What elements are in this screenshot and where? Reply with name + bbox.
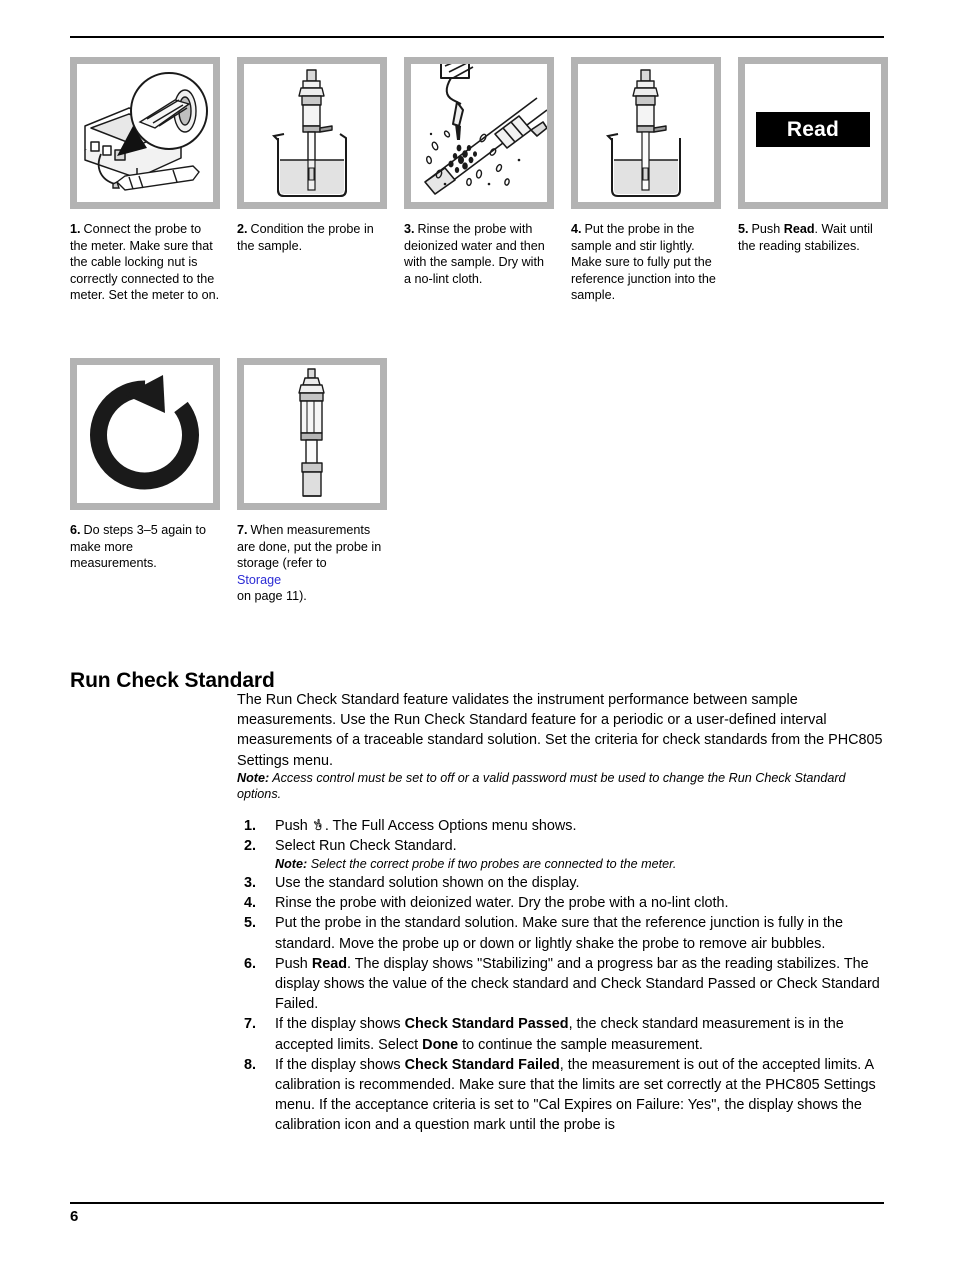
caption-6-text: Do steps 3–5 again to make more measurements. [70, 523, 207, 570]
caption-2-number: 2. [237, 222, 248, 236]
storage-link[interactable]: Storage [237, 572, 282, 587]
procedure-item-7 [237, 358, 404, 605]
caption-7-text-after-link: on page 11). [237, 589, 307, 603]
section-intro-block [237, 690, 885, 771]
step-1-text-b: . The Full Access Options menu shows. [324, 818, 577, 834]
step-7-text-b: , the check standard measurement is in the accepted limits. Select [275, 1016, 844, 1053]
section-intro-paragraph: The Run Check Standard feature validates the instrument performance between sample measurements. Use the Run Check Standard feature for a periodic or a user-defined interval measurements of a traceable standard solution. Set the criteria for check standards from the PHC805 Settings menu. [237, 692, 883, 769]
step-5-number: 5. [244, 915, 257, 932]
step-2-note-label: Note: [275, 857, 308, 872]
step-7-text-c: to continue the sample measurement. [458, 1036, 703, 1053]
step-item-1 [237, 816, 885, 836]
caption-5-text-part-1: Push [751, 222, 784, 236]
procedure-item-5 [738, 57, 905, 304]
step-2-note-text: Select the correct probe if two probes are connected to the meter. [310, 857, 677, 872]
illustration-probe-storage-cap [237, 358, 387, 510]
caption-7-number: 7. [237, 523, 248, 537]
step-7-number: 7. [244, 1016, 257, 1033]
caption-4-number: 4. [571, 222, 582, 236]
procedure-item-2 [237, 57, 404, 304]
step-2-note [275, 856, 885, 873]
caption-6 [70, 522, 220, 572]
step-6-text-b: . The display shows "Stabilizing" and a progress bar as the reading stabilizes. The display shows the value of the check standard and Check Standard Passed or Check Standard Failed. [275, 955, 880, 1013]
step-6-text-a: Push [275, 955, 312, 972]
procedure-item-3 [404, 57, 571, 304]
check-standard-steps [237, 816, 885, 1136]
caption-7 [237, 522, 387, 605]
step-7-done-label: Done [422, 1036, 459, 1053]
caption-7-text-before-link: When measurements are done, put the probe in storage (refer to [237, 523, 382, 570]
step-1-text-a: Push [275, 818, 312, 834]
illustration-read-button [738, 57, 888, 209]
step-2-text: Select Run Check Standard. [275, 838, 457, 855]
step-item-8 [237, 1055, 885, 1136]
caption-2-text: Condition the probe in the sample. [237, 222, 374, 253]
caption-5-number: 5. [738, 222, 749, 236]
caption-4-text: Put the probe in the sample and stir lightly. Make sure to fully put the reference junction into the sample. [571, 222, 716, 302]
step-5-text: Put the probe in the standard solution. Make sure that the reference junction is fully in the standard. Move the probe up or down or lightly shake the probe to remove air bubbles. [275, 915, 843, 952]
step-8-number: 8. [244, 1056, 257, 1073]
caption-3-number: 3. [404, 222, 415, 236]
step-item-6 [237, 954, 885, 1015]
illustration-row-2 [70, 358, 404, 605]
step-item-3 [237, 873, 885, 893]
step-6-read-label: Read [311, 955, 348, 972]
step-1-number: 1. [244, 818, 257, 834]
section-note-block [237, 770, 885, 803]
step-item-2 [237, 836, 885, 873]
illustration-meter-connector-callout [70, 57, 220, 209]
step-item-5 [237, 913, 885, 953]
hand-push-icon [312, 818, 325, 832]
caption-5 [738, 221, 888, 254]
illustration-probe-in-beaker-stir [571, 57, 721, 209]
step-2-number: 2. [244, 838, 257, 855]
footer-rule [70, 1202, 884, 1204]
step-3-number: 3. [244, 875, 257, 891]
illustration-probe-in-beaker [237, 57, 387, 209]
caption-4 [571, 221, 721, 304]
section-note [237, 770, 885, 803]
caption-5-text-part-3: . Wait until the reading stabilizes. [738, 222, 873, 253]
step-6-number: 6. [244, 955, 257, 972]
step-3-text: Use the standard solution shown on the display. [275, 875, 580, 891]
procedure-item-4 [571, 57, 738, 304]
step-4-text: Rinse the probe with deionized water. Dry the probe with a no-lint cloth. [275, 895, 729, 912]
caption-1 [70, 221, 220, 304]
section-note-label: Note: [237, 771, 270, 785]
caption-3-text: Rinse the probe with deionized water and then with the sample. Dry with a no-lint cloth. [404, 222, 545, 286]
caption-5-text-part-2: Read [783, 222, 815, 236]
step-8-text-b: , the measurement is out of the accepted limits. A calibration is recommended. Make sure that the limits are set correctly at the PHC805 Settings menu. If the acceptance criteria is set to "Cal Expires on Failure: Yes", the display shows the calibration icon and a question mark until the probe is [275, 1056, 876, 1134]
refresh-icon [99, 375, 191, 481]
step-7-text-a: If the display shows [275, 1016, 405, 1033]
step-4-number: 4. [244, 895, 257, 912]
caption-1-number: 1. [70, 222, 81, 236]
caption-1-text: Connect the probe to the meter. Make sure that the cable locking nut is correctly connected to the meter. Set the meter to on. [70, 222, 220, 302]
read-button-graphic [756, 112, 870, 147]
page-title: Run Check Standard [70, 669, 275, 693]
illustration-rinse-probe-spray [404, 57, 554, 209]
caption-6-number: 6. [70, 523, 81, 537]
read-button-label: Read [786, 117, 840, 141]
caption-3 [404, 221, 554, 287]
page-number: 6 [70, 1208, 79, 1225]
step-item-7 [237, 1014, 885, 1054]
illustration-circular-arrow [70, 358, 220, 510]
step-8-text-a: If the display shows [275, 1056, 405, 1073]
illustration-row-1 [70, 57, 905, 304]
header-rule [70, 36, 884, 38]
section-note-text: Access control must be set to off or a valid password must be used to change the Run Check Standard options. [237, 771, 846, 802]
step-8-failed-label: Check Standard Failed [404, 1056, 560, 1073]
step-7-passed-label: Check Standard Passed [404, 1016, 569, 1033]
step-item-4 [237, 893, 885, 913]
procedure-item-6 [70, 358, 237, 605]
procedure-item-1 [70, 57, 237, 304]
caption-2 [237, 221, 387, 254]
